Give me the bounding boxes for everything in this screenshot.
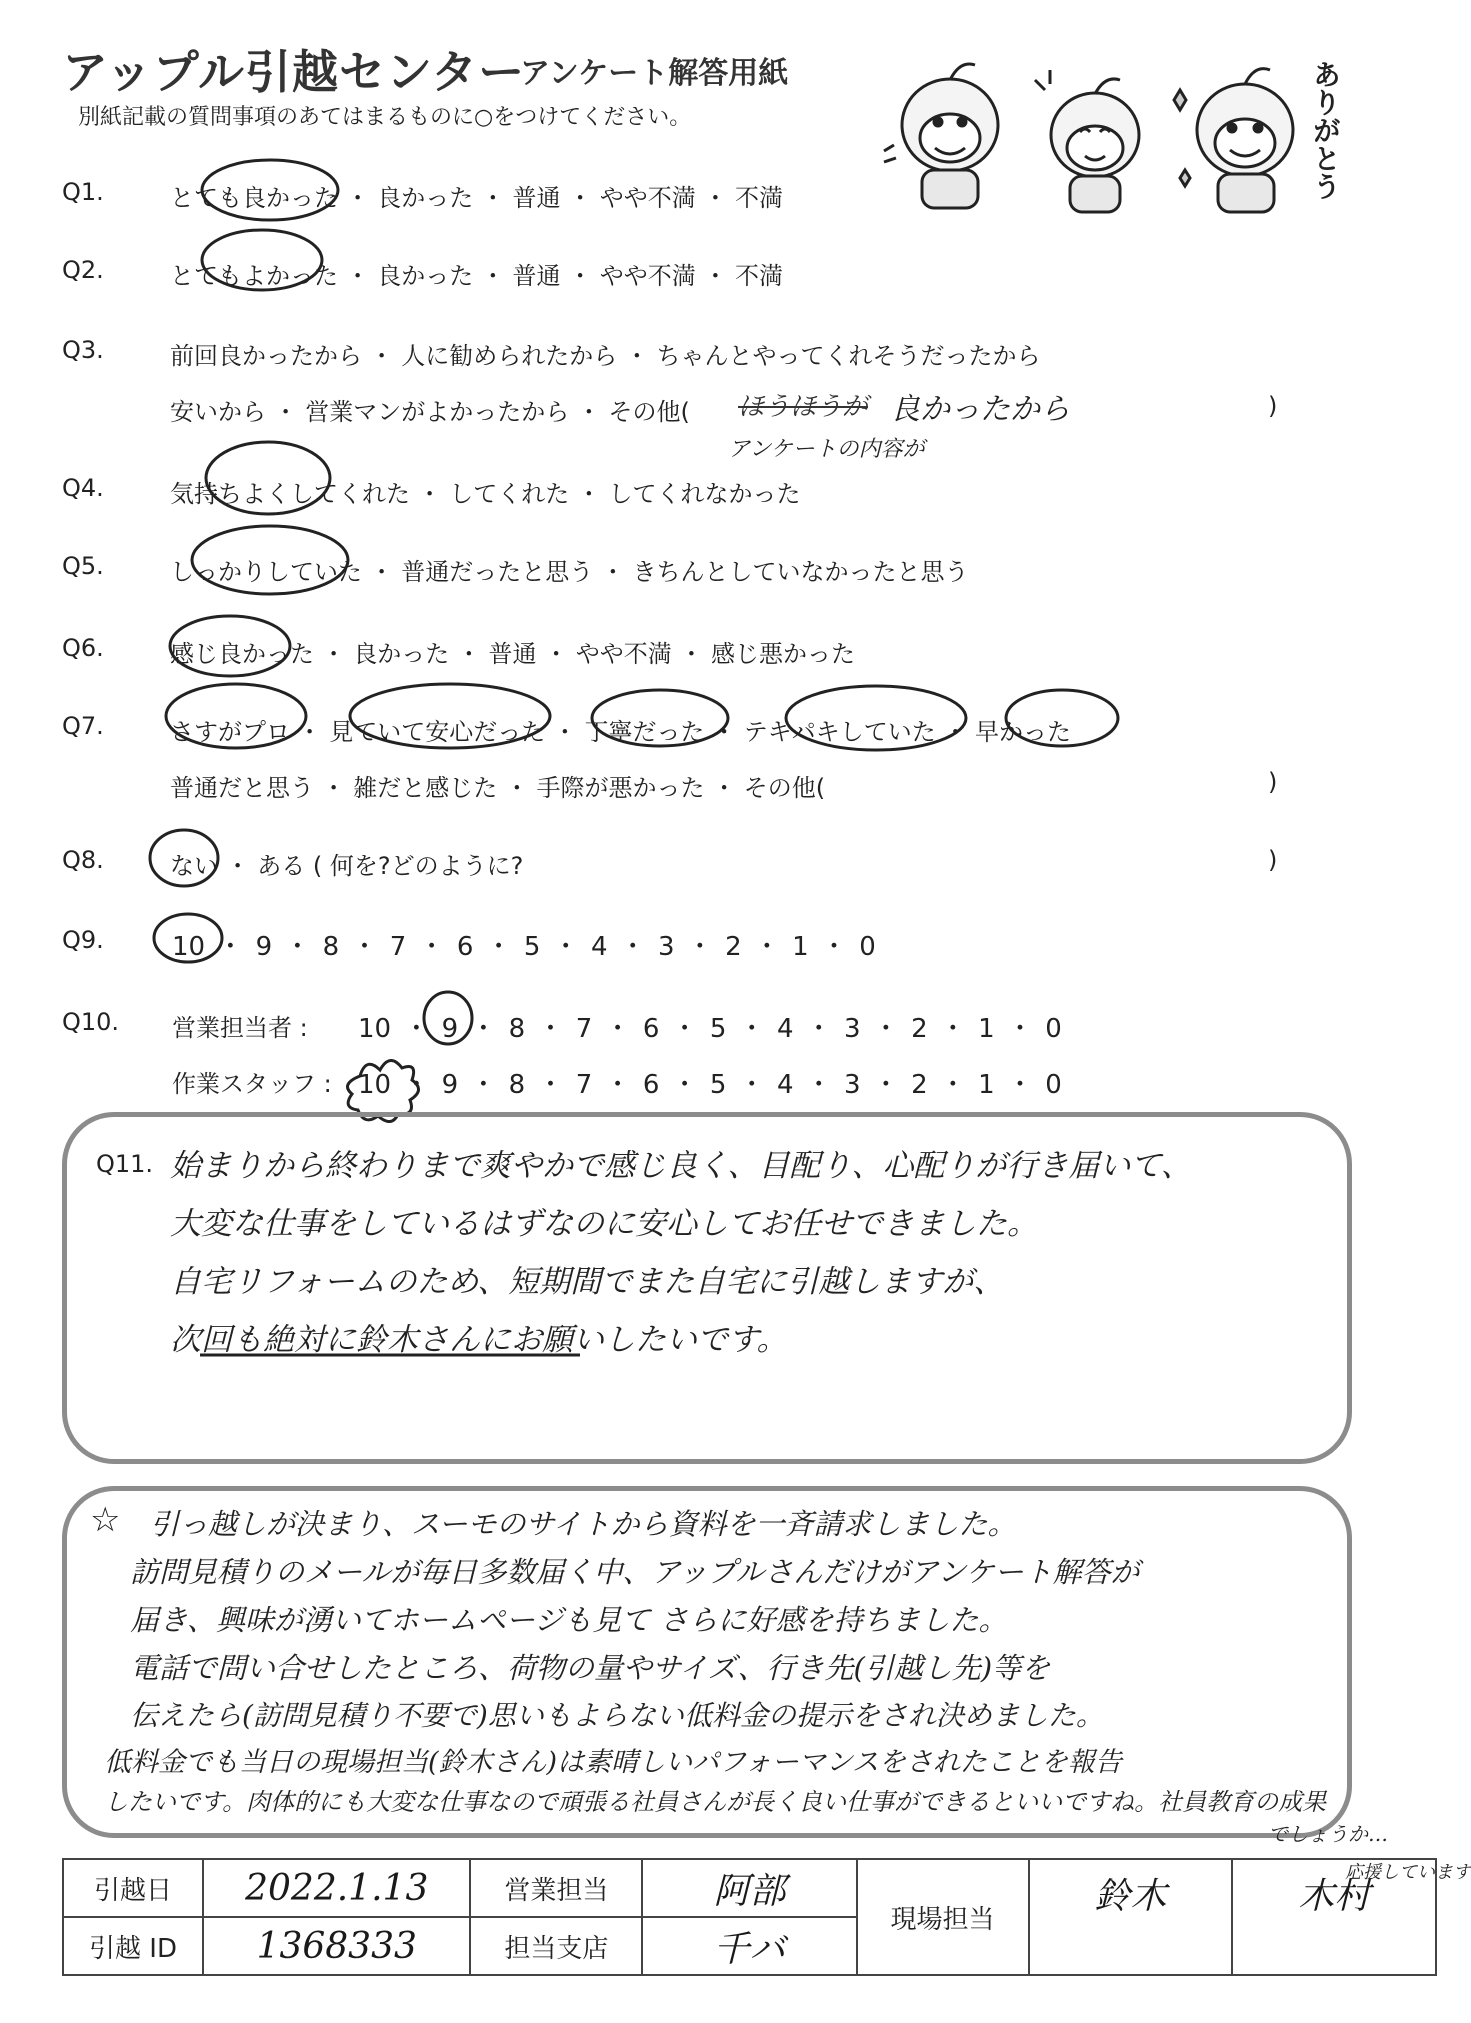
q8-close-paren: ) [1268,846,1278,874]
q6-label: Q6. [62,634,104,662]
q5-options[interactable]: しっかりしていた ・ 普通だったと思う ・ きちんとしていなかったと思う [170,558,969,586]
site-staff-1: 鈴木 [1029,1859,1233,1975]
q10-label: Q10. [62,1008,120,1036]
star-line-3: 届き、興味が湧いてホームページも見て さらに好感を持ちました。 [130,1603,1008,1637]
side-note: 応援しています [1345,1862,1471,1883]
site-staff-2: 木村 [1232,1859,1436,1975]
q9-circle [154,914,222,962]
star-line-7: したいです。肉体的にも大変な仕事なので頑張る社員さんが長く良い仕事ができるといいですね。社員教育の成果 [104,1788,1327,1816]
q9-label: Q9. [62,926,104,954]
q1-circle [202,160,338,220]
q4-options[interactable]: 気持ちよくしてくれた ・ してくれた ・ してくれなかった [170,480,801,508]
q10-staff-label: 作業スタッフ : [172,1070,332,1098]
move-date-label: 引越日 [63,1859,203,1917]
thanks-text: ありがとう [1309,60,1342,200]
q7-close-paren: ) [1268,768,1278,796]
q7-circle-5 [1006,690,1118,746]
q11-line-1: 始まりから終わりまで爽やかで感じ良く、目配り、心配りが行き届いて、 [170,1148,1192,1184]
move-date-value: 2022.1.13 [203,1859,470,1917]
form-subtitle: アンケート解答用紙 [520,56,789,91]
q2-label: Q2. [62,256,104,284]
q4-label: Q4. [62,474,104,502]
star-line-8: でしょうか… [1268,1822,1388,1846]
instructions: 別紙記載の質問事項のあてはまるものに○をつけてください。 [78,105,692,130]
q6-options[interactable]: 感じ良かった ・ 良かった ・ 普通 ・ やや不満 ・ 感じ悪かった [170,640,856,668]
q4-circle [206,442,330,514]
sales-rep-label: 営業担当 [470,1859,642,1917]
q7-circle-3 [592,690,728,746]
q3-handwritten-answer: 良かったから [890,392,1070,427]
q3-options-line1[interactable]: 前回良かったから ・ 人に勧められたから ・ ちゃんとやってくれそうだったから [170,342,1041,370]
q8-circle [150,830,218,886]
q5-circle [192,526,348,594]
q11-line-2: 大変な仕事をしているはずなのに安心してお任せできました。 [170,1206,1038,1242]
q1-options[interactable]: とても良かった ・ 良かった ・ 普通 ・ やや不満 ・ 不満 [170,184,784,212]
q7-circle-1 [166,684,306,748]
q1-label: Q1. [62,178,104,206]
q11-underline [200,1350,600,1360]
q2-options[interactable]: とてもよかった ・ 良かった ・ 普通 ・ やや不満 ・ 不満 [170,262,784,290]
q3-label: Q3. [62,336,104,364]
branch-value: 千バ [642,1917,856,1975]
q10-sales-scale[interactable]: 10 ・ 9 ・ 8 ・ 7 ・ 6 ・ 5 ・ 4 ・ 3 ・ 2 ・ 1 ・ 0 [358,1014,1062,1044]
star-line-1: 引っ越しが決まり、スーモのサイトから資料を一斉請求しました。 [150,1507,1017,1541]
q5-label: Q5. [62,552,104,580]
q3-handwritten-insert: アンケートの内容が [728,437,925,462]
q10-sales-label: 営業担当者 : [172,1014,308,1042]
q3-close-paren: ) [1268,392,1278,420]
q10-sales-circle [424,992,472,1044]
q11-label: Q11. [96,1150,154,1178]
star-line-5: 伝えたら(訪問見積り不要で)思いもよらない低料金の提示をされ決めました。 [130,1699,1104,1732]
star-line-6: 低料金でも当日の現場担当(鈴木さん)は素晴しいパフォーマンスをされたことを報告 [104,1747,1122,1778]
q2-circle [202,230,322,290]
star-icon: ☆ [90,1500,121,1540]
company-name: アップル引越センター [62,45,526,99]
q6-circle [170,616,290,676]
branch-label: 担当支店 [470,1917,642,1975]
q10-staff-scale[interactable]: 10 ・ 9 ・ 8 ・ 7 ・ 6 ・ 5 ・ 4 ・ 3 ・ 2 ・ 1 ・ 0 [358,1070,1062,1100]
q7-options-line1[interactable]: さすがプロ ・ 見ていて安心だった ・ 丁寧だった ・ テキパキしていた ・ 早かった [170,718,1072,746]
q7-circle-4 [786,686,966,750]
site-staff-label: 現場担当 [857,1859,1029,1975]
move-id-value: 1368333 [203,1917,470,1975]
q11-line-4: 次回も絶対に鈴木さんにお願いしたいです。 [170,1322,788,1358]
q7-label: Q7. [62,712,104,740]
q3-struck-text: ほうほうが [738,392,869,422]
move-info-table [62,1858,1471,1976]
q7-circle-2 [350,684,550,748]
star-line-2: 訪問見積りのメールが毎日多数届く中、アップルさんだけがアンケート解答が [130,1555,1140,1589]
q7-options-line2[interactable]: 普通だと思う ・ 雑だと感じた ・ 手際が悪かった ・ その他( [170,774,826,802]
move-id-label: 引越 ID [63,1917,203,1975]
sales-rep-value: 阿部 [642,1859,856,1917]
q9-scale[interactable]: 10 ・ 9 ・ 8 ・ 7 ・ 6 ・ 5 ・ 4 ・ 3 ・ 2 ・ 1 ・ 0 [172,932,876,962]
q8-label: Q8. [62,846,104,874]
q3-options-line2[interactable]: 安いから ・ 営業マンがよかったから ・ その他( [170,398,690,426]
q8-options[interactable]: ない ・ ある ( 何を?どのように? [170,852,524,880]
q11-line-3: 自宅リフォームのため、短期間でまた自宅に引越しますが、 [170,1264,1005,1300]
star-line-4: 電話で問い合せしたところ、荷物の量やサイズ、行き先(引越し先)等を [130,1651,1051,1685]
